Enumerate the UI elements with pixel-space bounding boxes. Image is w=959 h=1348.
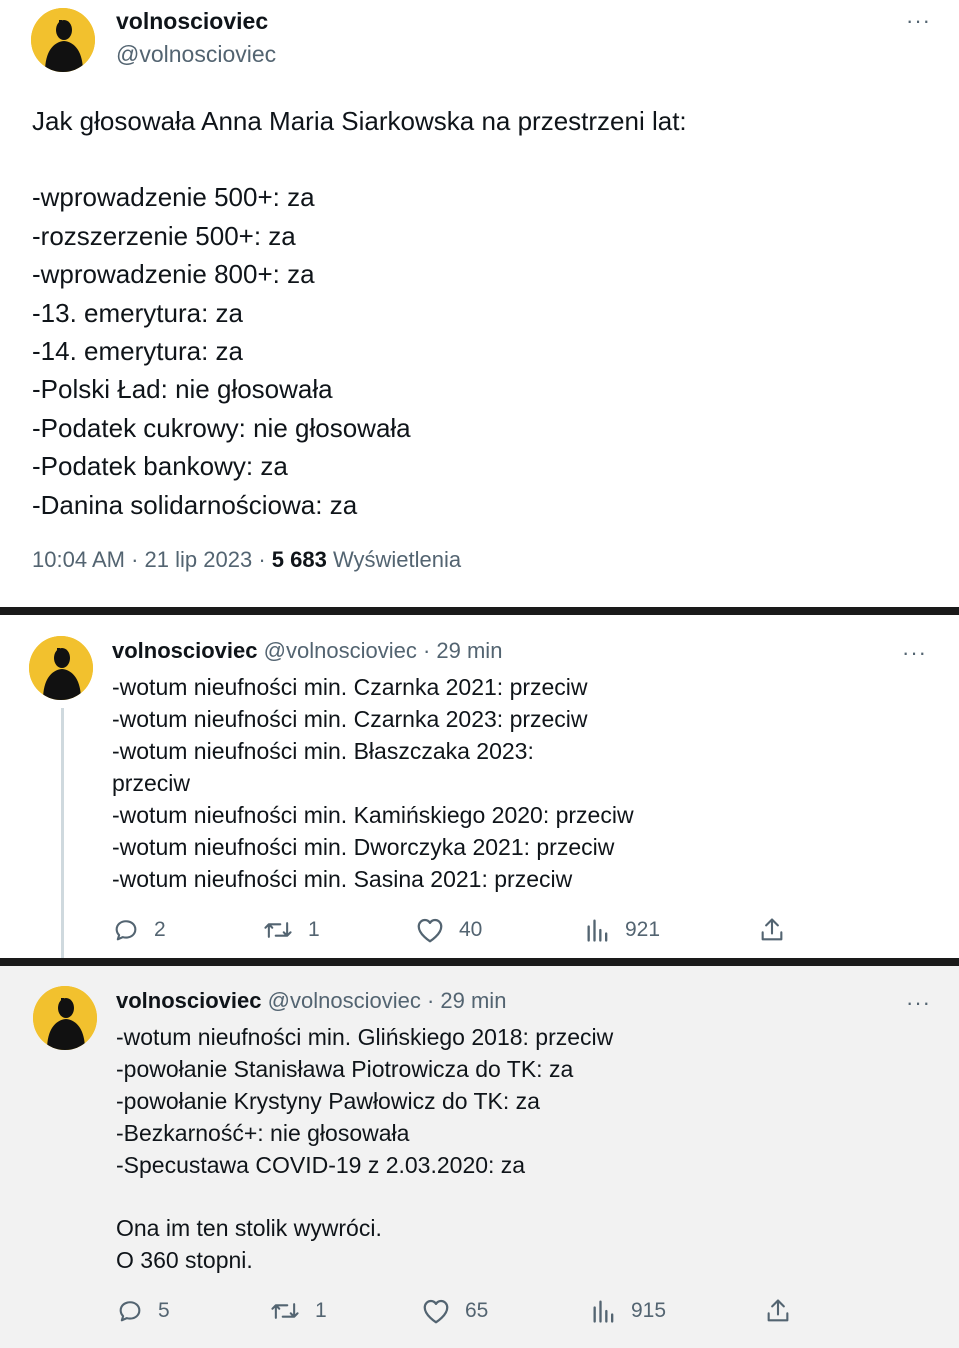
more-options-icon[interactable]: ··· — [906, 8, 931, 33]
main-tweet — [0, 0, 959, 608]
views-chart-icon — [585, 916, 611, 944]
tweet-line: -powołanie Krystyny Pawłowicz do TK: za — [116, 1088, 540, 1114]
handle[interactable]: @volnoscioviec — [116, 41, 277, 67]
views-count: 5 683 — [271, 547, 327, 572]
more-options-icon[interactable]: ··· — [906, 990, 931, 1015]
views-count: 921 — [625, 918, 661, 941]
display-name[interactable]: volnoscioviec — [116, 988, 262, 1013]
reply-tweet — [0, 966, 959, 1348]
views-chart-icon — [591, 1297, 617, 1325]
views-button[interactable] — [585, 915, 660, 945]
share-icon — [764, 1297, 792, 1325]
action-bar — [0, 915, 959, 945]
like-button[interactable] — [415, 915, 482, 945]
reply-count: 2 — [154, 918, 166, 941]
retweet-count: 1 — [315, 1299, 327, 1322]
avatar[interactable] — [31, 8, 95, 72]
heart-icon — [415, 916, 445, 944]
tweet-line: -powołanie Stanisława Piotrowicza do TK: za — [116, 1056, 574, 1082]
retweet-count: 1 — [308, 918, 320, 941]
like-count: 65 — [465, 1299, 489, 1322]
tweet-text — [32, 102, 687, 524]
tweet-line: Jak głosowała Anna Maria Siarkowska na przestrzeni lat: — [32, 106, 687, 136]
divider — [0, 607, 959, 615]
views-count: 915 — [631, 1299, 667, 1322]
display-name[interactable]: volnoscioviec — [116, 8, 269, 34]
tweet-line: -wotum nieufności min. Glińskiego 2018: przeciw — [116, 1024, 614, 1050]
tweet-line: przeciw — [112, 770, 190, 796]
avatar-silhouette-icon — [31, 8, 95, 72]
share-button[interactable] — [758, 915, 786, 945]
tweet-text — [112, 671, 634, 895]
tweet-line: -Podatek bankowy: za — [32, 451, 288, 482]
like-count: 40 — [459, 918, 483, 941]
tweet-line: -Polski Ład: nie głosowała — [32, 374, 333, 405]
tweet-line: -wotum nieufności min. Czarnka 2023: przeciw — [112, 706, 588, 732]
avatar[interactable] — [29, 636, 93, 700]
tweet-line: -wprowadzenie 800+: za — [32, 259, 315, 290]
meta-separator: · — [258, 547, 266, 572]
reply-header — [116, 988, 506, 1014]
tweet-line: Ona im ten stolik wywróci. — [116, 1215, 382, 1241]
reply-tweet — [0, 616, 959, 958]
tweet-age[interactable]: · 29 min — [422, 638, 503, 663]
share-icon — [758, 916, 786, 944]
display-name[interactable]: volnoscioviec — [112, 638, 258, 663]
reply-count: 5 — [158, 1299, 170, 1322]
views-button[interactable] — [591, 1296, 666, 1326]
tweet-line: -13. emerytura: za — [32, 297, 243, 328]
reply-icon — [116, 1297, 144, 1325]
heart-icon — [421, 1297, 451, 1325]
tweet-line: -Danina solidarnościowa: za — [32, 489, 358, 520]
retweet-icon — [262, 916, 294, 944]
views-label[interactable]: Wyświetlenia — [332, 547, 462, 572]
retweet-icon — [269, 1297, 301, 1325]
handle[interactable]: @volnoscioviec — [267, 988, 421, 1013]
tweet-line: -wotum nieufności min. Dworczyka 2021: przeciw — [112, 834, 615, 860]
tweet-line: -wotum nieufności min. Błaszczaka 2023: — [112, 738, 534, 764]
tweet-age[interactable]: · 29 min — [426, 988, 507, 1013]
tweet-line: -wprowadzenie 500+: za — [32, 182, 315, 213]
tweet-line: -wotum nieufności min. Kamińskiego 2020: przeciw — [112, 802, 634, 828]
avatar-silhouette-icon — [29, 636, 93, 700]
tweet-time[interactable]: 10:04 AM — [32, 547, 125, 572]
tweet-line: -rozszerzenie 500+: za — [32, 220, 296, 251]
reply-icon — [112, 916, 140, 944]
divider — [0, 958, 959, 966]
reply-button[interactable] — [112, 915, 166, 945]
tweet-line: -Podatek cukrowy: nie głosowała — [32, 412, 411, 443]
more-options-icon[interactable]: ··· — [902, 640, 927, 665]
tweet-line: -Specustawa COVID-19 z 2.03.2020: za — [116, 1152, 526, 1178]
tweet-line: -14. emerytura: za — [32, 336, 243, 367]
reply-button[interactable] — [116, 1296, 170, 1326]
like-button[interactable] — [421, 1296, 488, 1326]
retweet-button[interactable] — [262, 915, 320, 945]
avatar-silhouette-icon — [33, 986, 97, 1050]
share-button[interactable] — [764, 1296, 792, 1326]
retweet-button[interactable] — [269, 1296, 327, 1326]
tweet-meta — [32, 547, 461, 573]
tweet-line: -Bezkarność+: nie głosowała — [116, 1120, 410, 1146]
tweet-line: -wotum nieufności min. Czarnka 2021: przeciw — [112, 674, 588, 700]
tweet-line: O 360 stopni. — [116, 1247, 253, 1273]
reply-header — [112, 638, 502, 664]
tweet-text — [116, 1021, 613, 1276]
tweet-line: -wotum nieufności min. Sasina 2021: przeciw — [112, 866, 573, 892]
tweet-date[interactable]: 21 lip 2023 — [144, 547, 253, 572]
meta-separator: · — [131, 547, 139, 572]
handle[interactable]: @volnoscioviec — [263, 638, 417, 663]
action-bar — [0, 1296, 959, 1326]
avatar[interactable] — [33, 986, 97, 1050]
